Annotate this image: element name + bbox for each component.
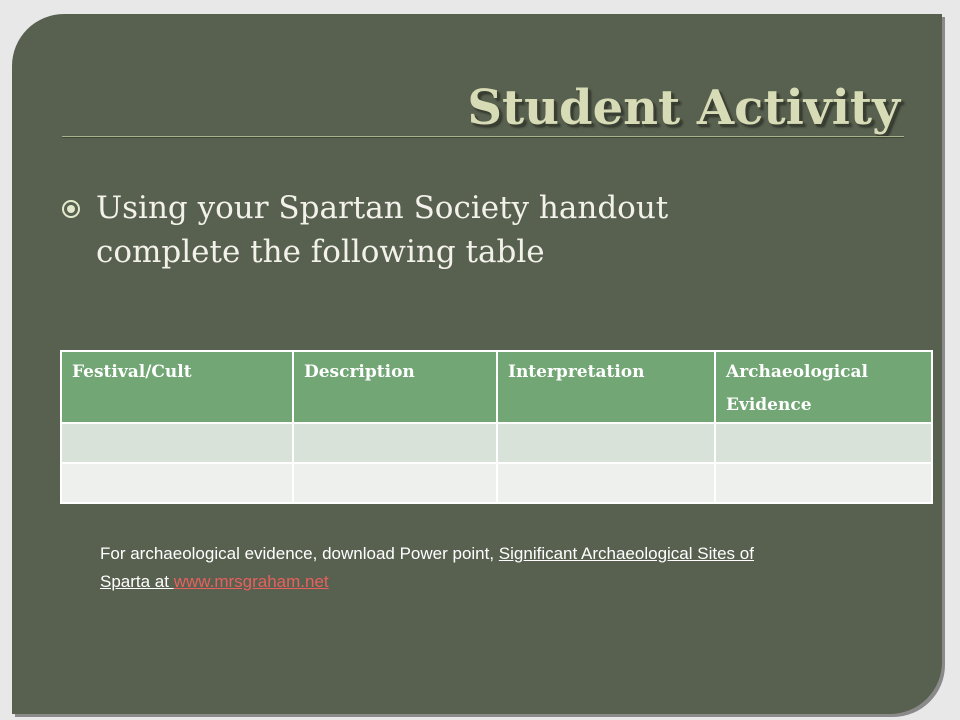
bullet-text: Using your Spartan Society handout complete the following table	[96, 190, 669, 270]
table-cell[interactable]	[715, 423, 932, 463]
header-archaeological-evidence: Archaeological Evidence	[715, 351, 932, 423]
table-row	[61, 463, 932, 503]
presentation-title: Significant Archaeological Sites of Sparta at	[100, 544, 754, 591]
table-cell[interactable]	[715, 463, 932, 503]
header-description: Description	[293, 351, 497, 423]
table-cell[interactable]	[61, 423, 293, 463]
bullet-circle-icon	[62, 200, 80, 218]
title-divider	[62, 136, 904, 137]
table-cell[interactable]	[61, 463, 293, 503]
table-cell[interactable]	[497, 463, 715, 503]
note-prefix: For archaeological evidence, download Power point,	[100, 544, 499, 563]
website-link[interactable]: www.mrsgraham.net	[173, 572, 329, 591]
table-row	[61, 423, 932, 463]
activity-table	[60, 350, 933, 504]
header-festival-cult: Festival/Cult	[61, 351, 293, 423]
table-cell[interactable]	[497, 423, 715, 463]
slide-title: Student Activity	[467, 80, 900, 136]
download-note	[100, 540, 800, 596]
table-header-row	[61, 351, 932, 423]
header-interpretation: Interpretation	[497, 351, 715, 423]
table-cell[interactable]	[293, 463, 497, 503]
table-cell[interactable]	[293, 423, 497, 463]
